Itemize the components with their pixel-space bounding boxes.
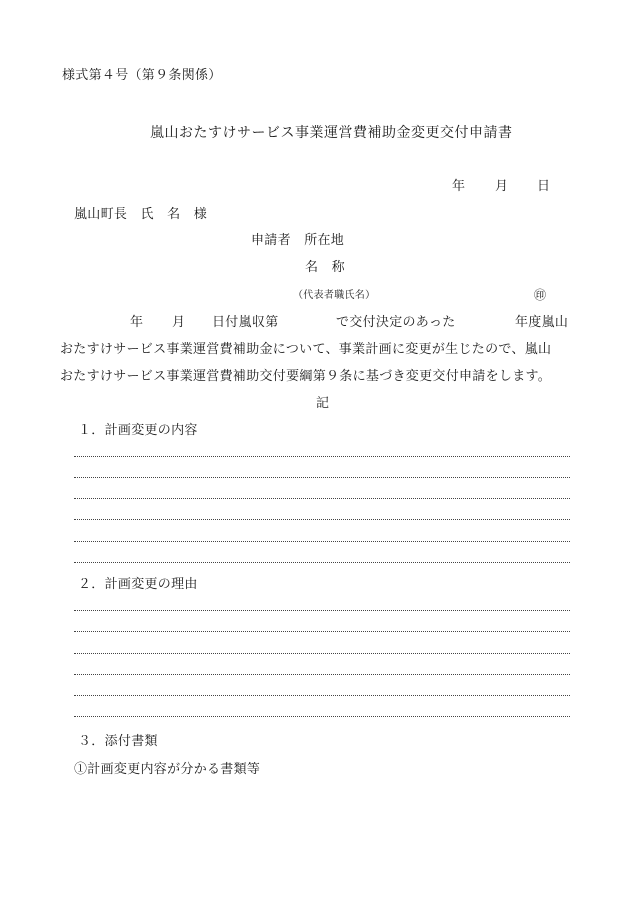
applicant-name-label: 名 称 — [305, 260, 345, 275]
body-line1-decided: で交付決定のあった — [336, 315, 456, 330]
section3-heading: ３．添付書類 — [78, 734, 158, 749]
section1-write-line — [74, 541, 570, 542]
body-line2: おたすけサービス事業運営費補助金について、事業計画に変更が生じたので、嵐山 — [60, 342, 552, 357]
body-line1-year: 年 — [130, 315, 144, 330]
body-line1-ref: 日付嵐収第 — [212, 315, 279, 330]
section2-write-line — [74, 653, 570, 654]
body-line3: おたすけサービス事業運営費補助交付要綱第９条に基づき変更交付申請をします。 — [60, 369, 552, 384]
body-line1-month: 月 — [172, 315, 186, 330]
section2-write-line — [74, 674, 570, 675]
seal-mark: ㊞ — [534, 288, 547, 302]
body-line1-fiscal: 年度嵐山 — [515, 315, 569, 330]
document-title: 嵐山おたすけサービス事業運営費補助金変更交付申請書 — [150, 125, 513, 141]
section2-write-line — [74, 695, 570, 696]
form-number: 様式第４号（第９条関係） — [62, 68, 222, 83]
section2-heading: ２．計画変更の理由 — [78, 577, 198, 592]
section1-write-line — [74, 519, 570, 520]
section1-write-line — [74, 477, 570, 478]
date-year: 年 — [452, 179, 466, 194]
section1-write-line — [74, 498, 570, 499]
ki-heading: 記 — [316, 396, 330, 411]
date-month: 月 — [495, 179, 509, 194]
section2-write-line — [74, 631, 570, 632]
addressee: 嵐山町長 氏 名 様 — [74, 207, 208, 222]
date-day: 日 — [537, 179, 551, 194]
attachment-item-1: ①計画変更内容が分かる書類等 — [74, 762, 261, 777]
section1-write-line — [74, 456, 570, 457]
section1-heading: １．計画変更の内容 — [78, 423, 198, 438]
representative-label: （代表者職氏名） — [293, 290, 376, 301]
applicant-address-label: 申請者 所在地 — [251, 233, 345, 248]
section2-write-line — [74, 610, 570, 611]
section1-write-line — [74, 562, 570, 563]
section2-write-line — [74, 716, 570, 717]
